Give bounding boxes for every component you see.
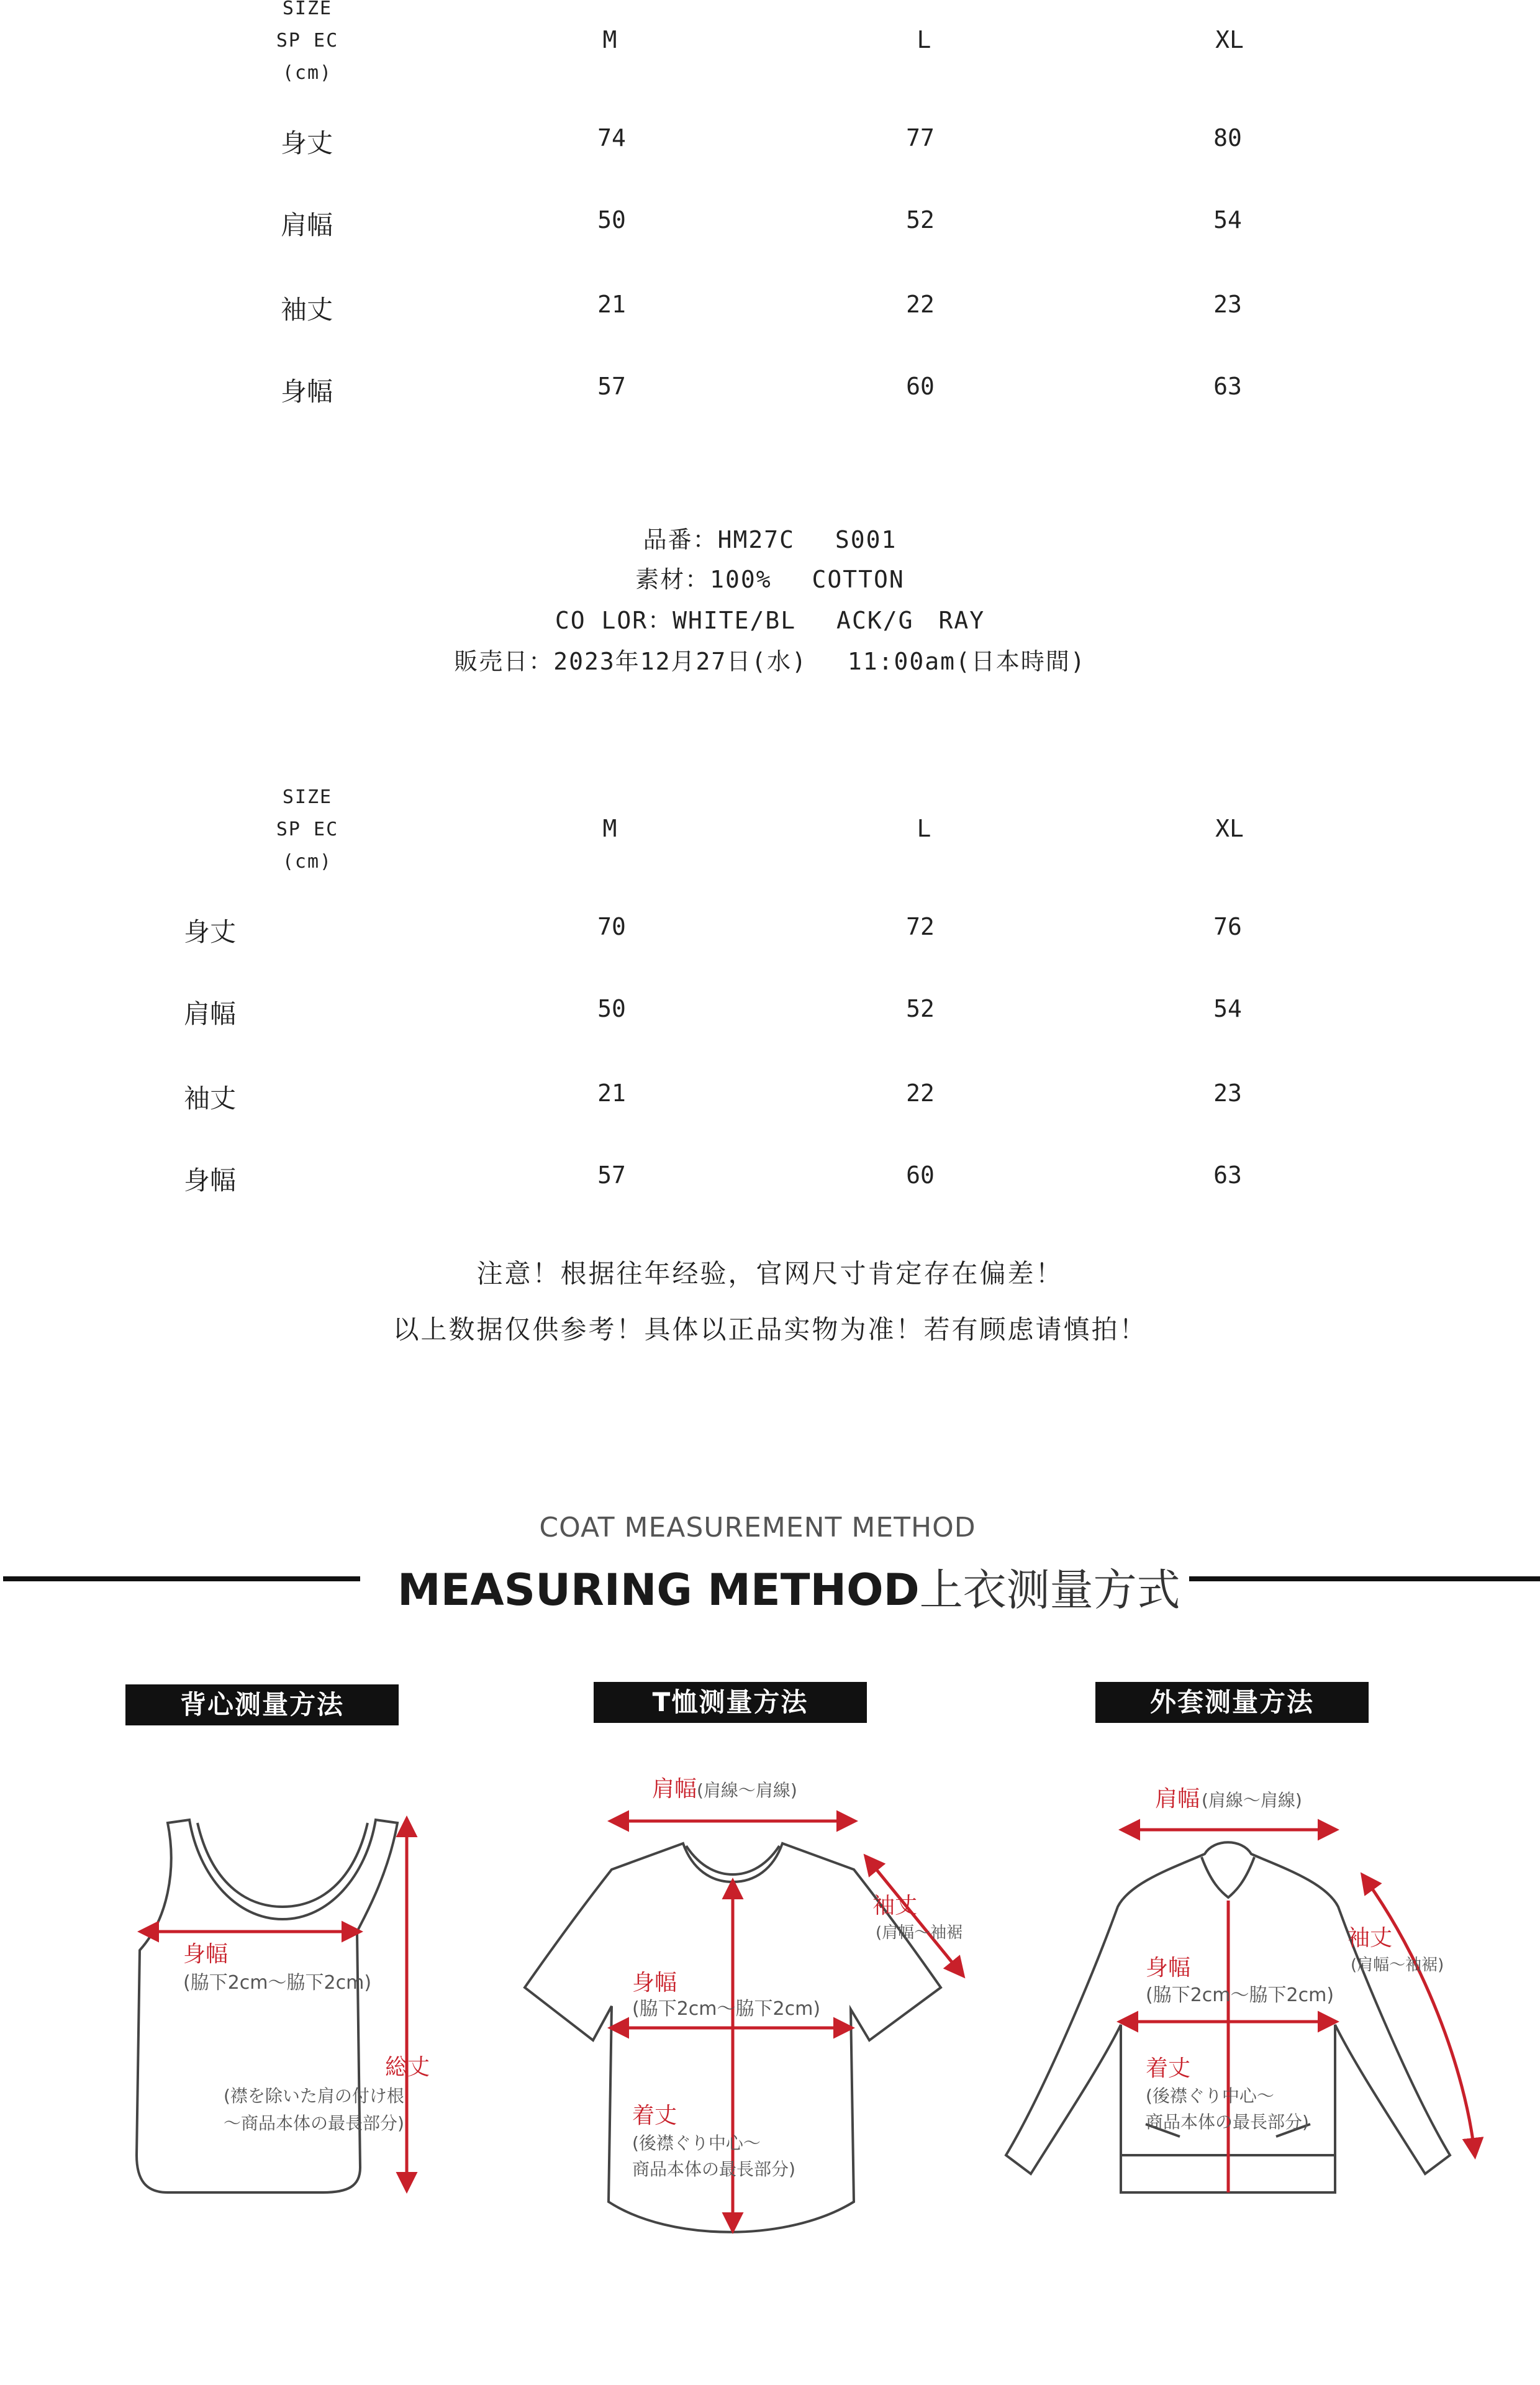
- column-header-m: M: [602, 815, 617, 842]
- coat-shoulder-label: 肩幅: [1155, 1786, 1200, 1812]
- coat-length-label: 着丈: [1146, 2056, 1191, 2081]
- tshirt-width-desc: (脇下2cm～脇下2cm): [632, 1998, 821, 2020]
- vest-length-label: 総丈: [385, 2055, 430, 2080]
- table-cell: 74: [597, 124, 626, 152]
- table-cell: 76: [1213, 913, 1242, 940]
- table-cell: 80: [1213, 124, 1242, 152]
- table-cell: 23: [1213, 1079, 1242, 1107]
- table-cell: 21: [597, 291, 626, 318]
- table-cell: 57: [597, 373, 626, 400]
- table-cell: 54: [1213, 995, 1242, 1022]
- row-label: 身丈: [184, 917, 237, 947]
- column-header-xl: XL: [1215, 26, 1244, 53]
- release-date: 販売日：2023年12月27日(水) 11:00am(日本時間): [454, 648, 1086, 675]
- coat-measure-lines: [1121, 1830, 1475, 2192]
- title-en: MEASURING METHOD: [397, 1565, 920, 1615]
- coat-width-label: 身幅: [1146, 1955, 1191, 1981]
- notice-line-2: 以上数据仅供参考！具体以正品实物为准！若有顾虑请慎拍！: [392, 1314, 1148, 1345]
- row-label: 身丈: [281, 128, 333, 158]
- tshirt-length-desc-2: 商品本体の最長部分): [632, 2159, 795, 2179]
- table-cell: 23: [1213, 291, 1242, 318]
- product-material: 素材：100% COTTON: [635, 566, 905, 593]
- coat-length-desc-2: 商品本体の最長部分): [1146, 2112, 1309, 2132]
- vest-width-label: 身幅: [183, 1942, 229, 1967]
- table-cell: 60: [906, 373, 935, 400]
- table-cell: 72: [906, 913, 935, 940]
- coat-width-desc: (脇下2cm～脇下2cm): [1146, 1984, 1334, 2006]
- coat-sleeve-desc: (肩幅～袖裾): [1351, 1956, 1444, 1974]
- table-cell: 22: [906, 291, 935, 318]
- vest-neckline: [197, 1823, 368, 1907]
- coat-sleeve-arrow: [1363, 1876, 1475, 2155]
- product-color: CO LOR：WHITE/BL ACK/G RAY: [555, 607, 985, 634]
- coat-sleeve-label: 袖丈: [1348, 1925, 1393, 1951]
- column-header-l: L: [917, 26, 931, 53]
- tshirt-shoulder-desc: (肩線～肩線): [697, 1780, 797, 1801]
- size-spec-header: SIZE SP EC (cm): [276, 0, 339, 84]
- tshirt-length-label: 着丈: [632, 2103, 677, 2128]
- vest-method-badge: 背心测量方法: [125, 1684, 399, 1725]
- tshirt-shoulder-label: 肩幅: [652, 1776, 697, 1802]
- tshirt-length-desc-1: (後襟ぐり中心～: [632, 2133, 761, 2153]
- coat-shoulder-desc: (肩線～肩線): [1202, 1790, 1302, 1810]
- table-cell: 52: [906, 995, 935, 1022]
- tshirt-sleeve-label: 袖丈: [872, 1893, 918, 1919]
- table-cell: 77: [906, 124, 935, 152]
- vest-length-desc-1: (襟を除いた肩の付け根: [224, 2086, 404, 2106]
- table-cell: 63: [1213, 1161, 1242, 1189]
- product-number: 品番：HM27C S001: [643, 526, 897, 553]
- row-label: 袖丈: [184, 1083, 237, 1114]
- table-cell: 22: [906, 1079, 935, 1107]
- tshirt-sleeve-desc: (肩幅～袖裾: [876, 1924, 963, 1942]
- tshirt-width-label: 身幅: [632, 1970, 677, 1996]
- row-label: 身幅: [281, 376, 333, 407]
- table-cell: 52: [906, 206, 935, 234]
- measurement-subtitle: COAT MEASUREMENT METHOD: [539, 1512, 976, 1543]
- table-cell: 60: [906, 1161, 935, 1189]
- tshirt-method-badge: T恤测量方法: [594, 1682, 867, 1723]
- title-jp: 上衣测量方式: [919, 1565, 1180, 1615]
- table-cell: 21: [597, 1079, 626, 1107]
- column-header-xl: XL: [1215, 815, 1244, 842]
- column-header-l: L: [917, 815, 931, 842]
- vest-measure-lines: [142, 1820, 407, 2189]
- row-label: 肩幅: [184, 999, 237, 1029]
- table-cell: 63: [1213, 373, 1242, 400]
- vest-width-desc: (脇下2cm～脇下2cm): [183, 1972, 372, 1994]
- vest-length-desc-2: ～商品本体の最長部分): [224, 2113, 404, 2133]
- coat-method-badge: 外套测量方法: [1095, 1682, 1369, 1723]
- coat-collar: [1202, 1857, 1254, 1897]
- row-label: 身幅: [184, 1165, 237, 1196]
- column-header-m: M: [602, 26, 617, 53]
- vest-diagram: [137, 1820, 397, 2192]
- row-label: 肩幅: [281, 210, 333, 240]
- table-cell: 70: [597, 913, 626, 940]
- table-cell: 50: [597, 995, 626, 1022]
- coat-length-desc-1: (後襟ぐり中心～: [1146, 2086, 1274, 2106]
- table-cell: 57: [597, 1161, 626, 1189]
- row-label: 袖丈: [281, 294, 333, 325]
- notice-line-1: 注意！根据往年经验，官网尺寸肯定存在偏差！: [476, 1258, 1064, 1289]
- size-spec-header: SIZE SP EC (cm): [276, 786, 339, 873]
- vest-outline: [137, 1820, 397, 2192]
- table-cell: 54: [1213, 206, 1242, 234]
- table-cell: 50: [597, 206, 626, 234]
